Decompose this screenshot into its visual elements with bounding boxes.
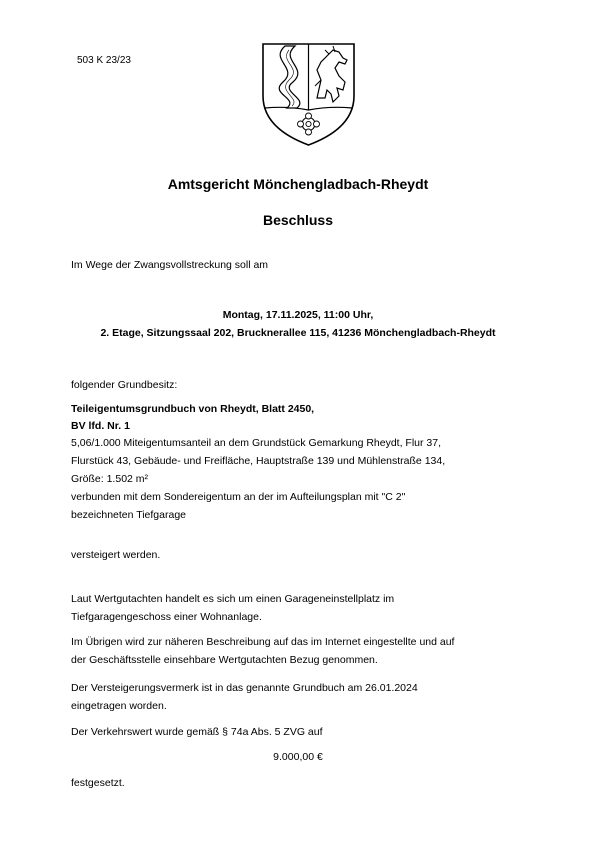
property-desc-line: Flurstück 43, Gebäude- und Freifläche, Hauptstraße 139 und Mühlenstraße 134, (71, 455, 446, 467)
market-value: 9.000,00 € (273, 751, 323, 763)
auction-date-time: Montag, 17.11.2025, 11:00 Uhr, (222, 309, 374, 321)
property-intro: folgender Grundbesitz: (71, 379, 178, 391)
document-title: Beschluss (262, 212, 334, 228)
auction-statement: versteigert werden. (71, 549, 161, 561)
property-desc-line: verbunden mit dem Sondereigentum an der im Aufteilungsplan mit "C 2" (71, 491, 406, 503)
valuation-line: Tiefgaragengeschoss einer Wohnanlage. (71, 611, 262, 623)
case-number: 503 K 23/23 (77, 55, 131, 66)
property-desc-line: bezeichneten Tiefgarage (71, 509, 187, 521)
valuation-line: Laut Wertgutachten handelt es sich um einen Garageneinstellplatz im (71, 593, 395, 605)
land-register: Teileigentumsgrundbuch von Rheydt, Blatt 2450, (71, 403, 315, 415)
further-info-line: der Geschäftsstelle einsehbare Wertgutachten Bezug genommen. (71, 654, 378, 666)
fixed-statement: festgesetzt. (71, 777, 125, 789)
nrw-coat-of-arms-icon (259, 40, 358, 148)
registration-line: eingetragen worden. (71, 700, 167, 712)
property-desc-line: 5,06/1.000 Miteigentumsanteil an dem Grundstück Gemarkung Rheydt, Flur 37, (71, 437, 442, 449)
value-intro: Der Verkehrswert wurde gemäß § 74a Abs. 5 ZVG auf (71, 726, 323, 738)
further-info-line: Im Übrigen wird zur näheren Beschreibung auf das im Internet eingestellte und auf (71, 636, 455, 648)
bv-number: BV lfd. Nr. 1 (71, 420, 130, 432)
intro-text: Im Wege der Zwangsvollstreckung soll am (71, 259, 269, 271)
registration-line: Der Versteigerungsvermerk ist in das genannte Grundbuch am 26.01.2024 (71, 682, 418, 694)
property-desc-line: Größe: 1.502 m² (71, 473, 149, 485)
court-name: Amtsgericht Mönchengladbach-Rheydt (167, 176, 429, 192)
auction-location: 2. Etage, Sitzungssaal 202, Brucknerallee 115, 41236 Mönchengladbach-Rheydt (100, 327, 496, 339)
